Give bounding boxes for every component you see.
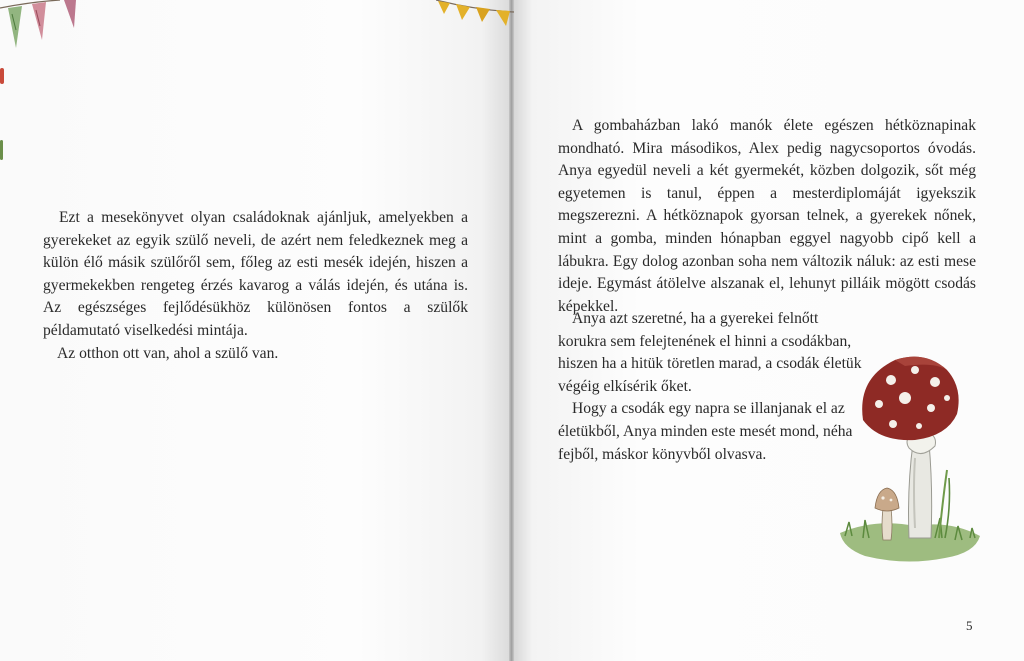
page-number: 5 bbox=[966, 618, 973, 633]
book-gutter bbox=[509, 0, 514, 661]
story-paragraph: A gombaházban lakó manók élete egészen hétköznapinak mondható. Mira másodikos, Alex pedig nagycsoportos óvodás. Anya egyedül neveli a két gyermekét, közben dolgozik, sőt még egyetemen is tanul, éppen a mesterdiplomáját igyekszik megszerezni. A hétköznapok gyorsan telnek, a gyerekek nőnek, mint a gomba, minden hónapban eggyel nagyobb cipő kell a lábukra. Egy dolog azonban soha nem változik náluk: az esti mese ideje. Egymást átölelve alszanak el, lehunyt pilláik mögött csodás képekkel. bbox=[558, 117, 976, 315]
edge-illustration-fragment bbox=[0, 68, 4, 84]
right-page-text-top bbox=[558, 115, 976, 318]
bunting-flag bbox=[496, 10, 510, 26]
bunting-flag bbox=[438, 1, 450, 14]
motto-paragraph: Az otthon ott van, ahol a szülő van. bbox=[57, 344, 279, 362]
story-paragraph: Anya azt szeretné, ha a gyerekei felnőtt korukra sem felejtenének el hinni a csodákban, hiszen ha a hitük töretlen marad, a csodák életük végéig elkísérik őket. bbox=[558, 310, 862, 395]
story-paragraph: Hogy a csodák egy napra se illanjanak el az életükből, Anya minden este mesét mond, néha fejből, máskor könyvből olvasva. bbox=[558, 400, 853, 463]
edge-illustration-fragment bbox=[0, 140, 3, 160]
bunting-flag bbox=[64, 0, 76, 28]
bunting-flags-left bbox=[0, 0, 90, 60]
left-page-text bbox=[43, 207, 468, 365]
bunting-flag bbox=[476, 7, 490, 22]
mushroom-illustration bbox=[835, 348, 985, 573]
intro-paragraph: Ezt a mesekönyvet olyan családoknak ajánljuk, amelyekben a gyerekeket az egyik szülő neveli, de azért nem feledkeznek meg a külön élő másik szülőről sem, főleg az esti mesék idején, hiszen a gyermekekben rengeteg érzés kavarog a válás idején, és utána is. Az egészséges fejlődésükhöz különösen fontos a szülők példamutató viselkedési mintája. bbox=[43, 209, 468, 339]
bunting-flags-right bbox=[436, 0, 516, 30]
right-page-text-narrow bbox=[558, 308, 868, 466]
